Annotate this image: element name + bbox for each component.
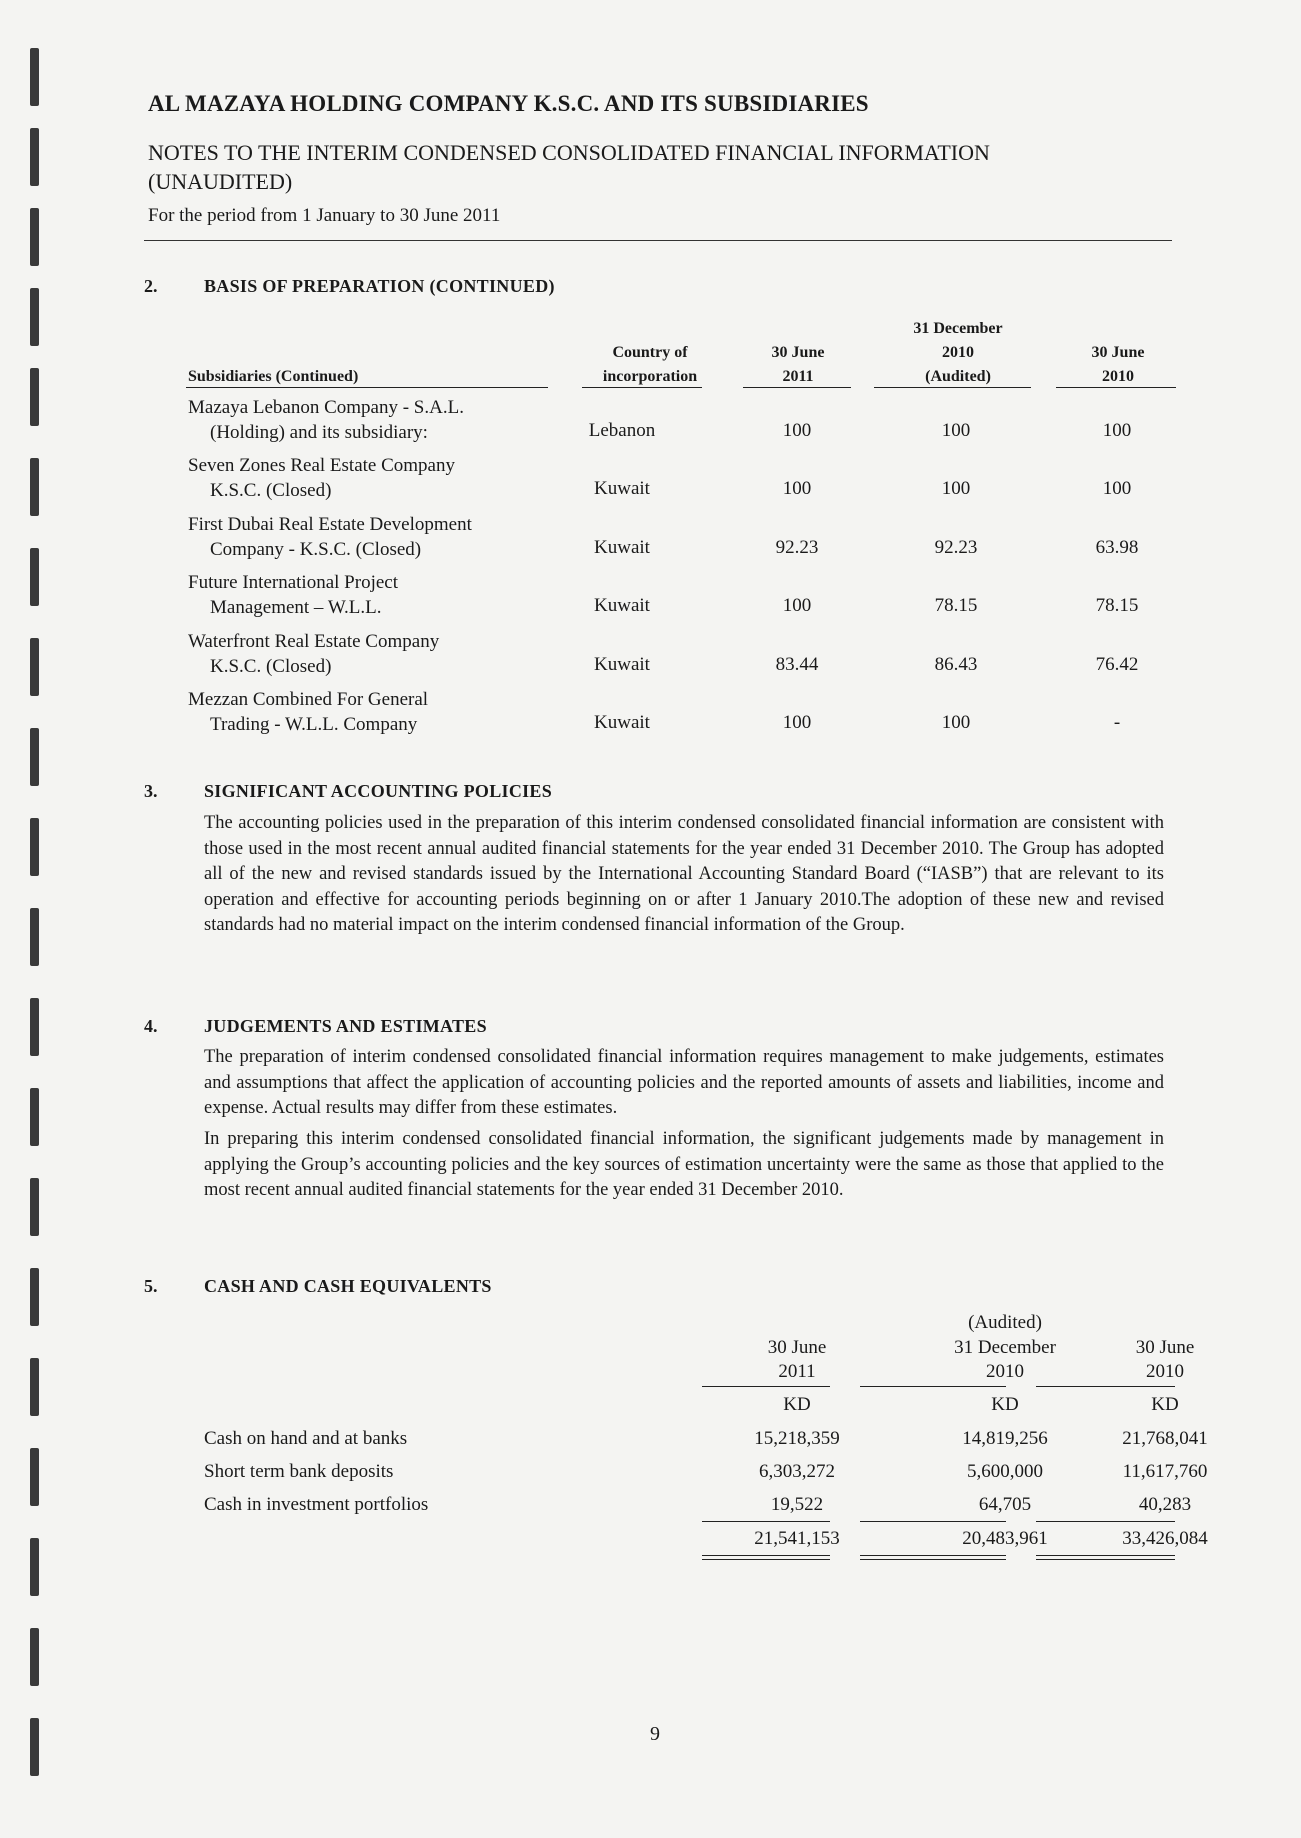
currency-label: KD [783,1394,811,1415]
total-cell: 20,483,961 [962,1528,1048,1549]
col-header-country-line1: Country of [612,344,688,361]
value-cell: 15,218,359 [754,1428,840,1449]
section-4-paragraph-1: The preparation of interim condensed consolidated financial information requires management to make judgements, estimates and assumptions that affect the application of accounting policies and the reported amounts of assets and liabilities, income and expense. Actual results may differ from these estimates. [204,1047,1164,1118]
underline [186,387,548,388]
country-cell: Kuwait [594,478,650,499]
col-header-subsidiaries: Subsidiaries (Continued) [188,368,359,385]
subsidiary-name-line1: First Dubai Real Estate Development [188,514,472,535]
subsidiary-name-line2: Management – W.L.L. [210,597,382,618]
country-cell: Kuwait [594,595,650,616]
section-2-title: BASIS OF PREPARATION (CONTINUED) [204,276,555,296]
cash-col1-line1: 30 June [767,1337,827,1358]
col-header-jun2011-line2: 2011 [782,368,814,385]
value-cell: 92.23 [775,537,819,558]
cash-row-label: Short term bank deposits [204,1461,394,1482]
subsidiary-name-line1: Waterfront Real Estate Company [188,631,440,652]
value-cell: 100 [782,420,812,441]
cash-col-audited-label: (Audited) [968,1312,1042,1333]
notes-title: NOTES TO THE INTERIM CONDENSED CONSOLIDATED FINANCIAL INFORMATION (UNAUDITED) [148,140,990,194]
subsidiary-name-line1: Seven Zones Real Estate Company [188,455,455,476]
underline [702,1521,830,1522]
subsidiary-name-line1: Mazaya Lebanon Company - S.A.L. [188,397,464,418]
value-cell: 76.42 [1095,654,1139,675]
underline [874,387,1031,388]
underline [860,1386,1006,1387]
cash-col2-line2: 2010 [986,1361,1024,1382]
col-header-jun2011-line1: 30 June [771,344,825,361]
country-cell: Kuwait [594,654,650,675]
value-cell: 40,283 [1138,1494,1192,1515]
underline [582,387,702,388]
cash-col3-line1: 30 June [1135,1337,1195,1358]
subsidiary-name [188,512,472,562]
company-name: AL MAZAYA HOLDING COMPANY K.S.C. AND ITS SUBSIDIARIES [148,91,869,116]
section-3-title: SIGNIFICANT ACCOUNTING POLICIES [204,781,553,801]
value-cell: 100 [941,420,971,441]
value-cell: 14,819,256 [962,1428,1048,1449]
cash-col2-line1: 31 December [954,1337,1056,1358]
value-cell: 83.44 [775,654,819,675]
subsidiary-name [188,453,455,503]
underline [1036,1521,1175,1522]
col-header-dec2010-line2: (Audited) [925,368,991,385]
underline [1056,387,1176,388]
header-divider [144,240,1172,241]
double-underline [702,1555,830,1556]
total-cell: 21,541,153 [754,1528,840,1549]
subsidiary-name-line1: Mezzan Combined For General [188,689,429,710]
country-cell: Kuwait [594,537,650,558]
period-text: For the period from 1 January to 30 June 2011 [148,205,501,226]
cash-row-label: Cash in investment portfolios [204,1494,429,1515]
value-cell: 100 [782,478,812,499]
subsidiary-name [188,629,439,679]
section-5-number: 5. [144,1276,158,1296]
section-4-paragraph-2: In preparing this interim condensed consolidated financial information, the significant judgements made by management in applying the Group’s accounting policies and the key sources of estimation uncertainty were the same as those that applied to the most recent annual audited financial statements for the year ended 31 December 2010. [204,1129,1164,1200]
country-cell: Kuwait [594,712,650,733]
section-2-number: 2. [144,276,158,296]
cash-row-label: Cash on hand and at banks [204,1428,408,1449]
subsidiary-name-line2: Company - K.S.C. (Closed) [210,539,422,560]
subsidiary-name [188,687,428,737]
value-cell: 100 [782,595,812,616]
section-5-title: CASH AND CASH EQUIVALENTS [204,1276,492,1296]
underline [702,1386,830,1387]
cash-col3-line2: 2010 [1146,1361,1184,1382]
subsidiary-name-line2: K.S.C. (Closed) [210,480,332,501]
col-header-dec2010-line0: 31 December [913,320,1003,337]
value-cell: 21,768,041 [1122,1428,1208,1449]
value-cell: 78.15 [1095,595,1139,616]
subsidiary-name-line1: Future International Project [188,572,398,593]
value-cell: 64,705 [978,1494,1032,1515]
col-header-jun2010-line1: 30 June [1091,344,1145,361]
subsidiary-name [188,395,464,445]
value-cell: 5,600,000 [967,1461,1043,1482]
double-underline [1036,1555,1175,1556]
currency-label: KD [1151,1394,1179,1415]
col-header-country-line2: incorporation [602,368,698,385]
subsidiary-name-line2: Trading - W.L.L. Company [210,714,418,735]
value-cell: 100 [1102,478,1132,499]
page-number: 9 [650,1723,660,1745]
section-3-paragraph: The accounting policies used in the preparation of this interim condensed consolidated financial information are consistent with those used in the most recent annual audited financial statements for the year ended 31 December 2010. The Group has adopted all of the new and revised standards issued by the International Accounting Standard Board (“IASB”) that are relevant to its operation and effective for accounting periods beginning on or after 1 January 2010.The adoption of these new and revised standards had no material impact on the interim condensed financial information of the Group. [204,813,1164,935]
section-3-number: 3. [144,781,158,801]
value-cell: 100 [941,712,971,733]
double-underline [860,1555,1006,1556]
value-cell: 100 [941,478,971,499]
subsidiary-name-line2: (Holding) and its subsidiary: [210,422,428,443]
value-cell: 6,303,272 [759,1461,835,1482]
currency-label: KD [991,1394,1019,1415]
underline [860,1521,1006,1522]
double-underline [1036,1559,1175,1560]
underline [743,387,851,388]
value-cell: - [1113,712,1121,733]
value-cell: 11,617,760 [1122,1461,1208,1482]
value-cell: 92.23 [934,537,978,558]
cash-col1-line2: 2011 [778,1361,816,1382]
country-cell: Lebanon [588,420,656,441]
col-header-dec2010-line1: 2010 [942,344,974,361]
value-cell: 100 [782,712,812,733]
double-underline [702,1559,830,1560]
section-4-title: JUDGEMENTS AND ESTIMATES [204,1016,487,1036]
value-cell: 63.98 [1095,537,1139,558]
value-cell: 19,522 [770,1494,824,1515]
section-4-number: 4. [144,1016,158,1036]
value-cell: 100 [1102,420,1132,441]
value-cell: 86.43 [934,654,978,675]
subsidiary-name [188,570,398,620]
subsidiary-name-line2: K.S.C. (Closed) [210,656,332,677]
underline [1036,1386,1175,1387]
double-underline [860,1559,1006,1560]
total-cell: 33,426,084 [1122,1528,1208,1549]
col-header-jun2010-line2: 2010 [1102,368,1134,385]
value-cell: 78.15 [934,595,978,616]
